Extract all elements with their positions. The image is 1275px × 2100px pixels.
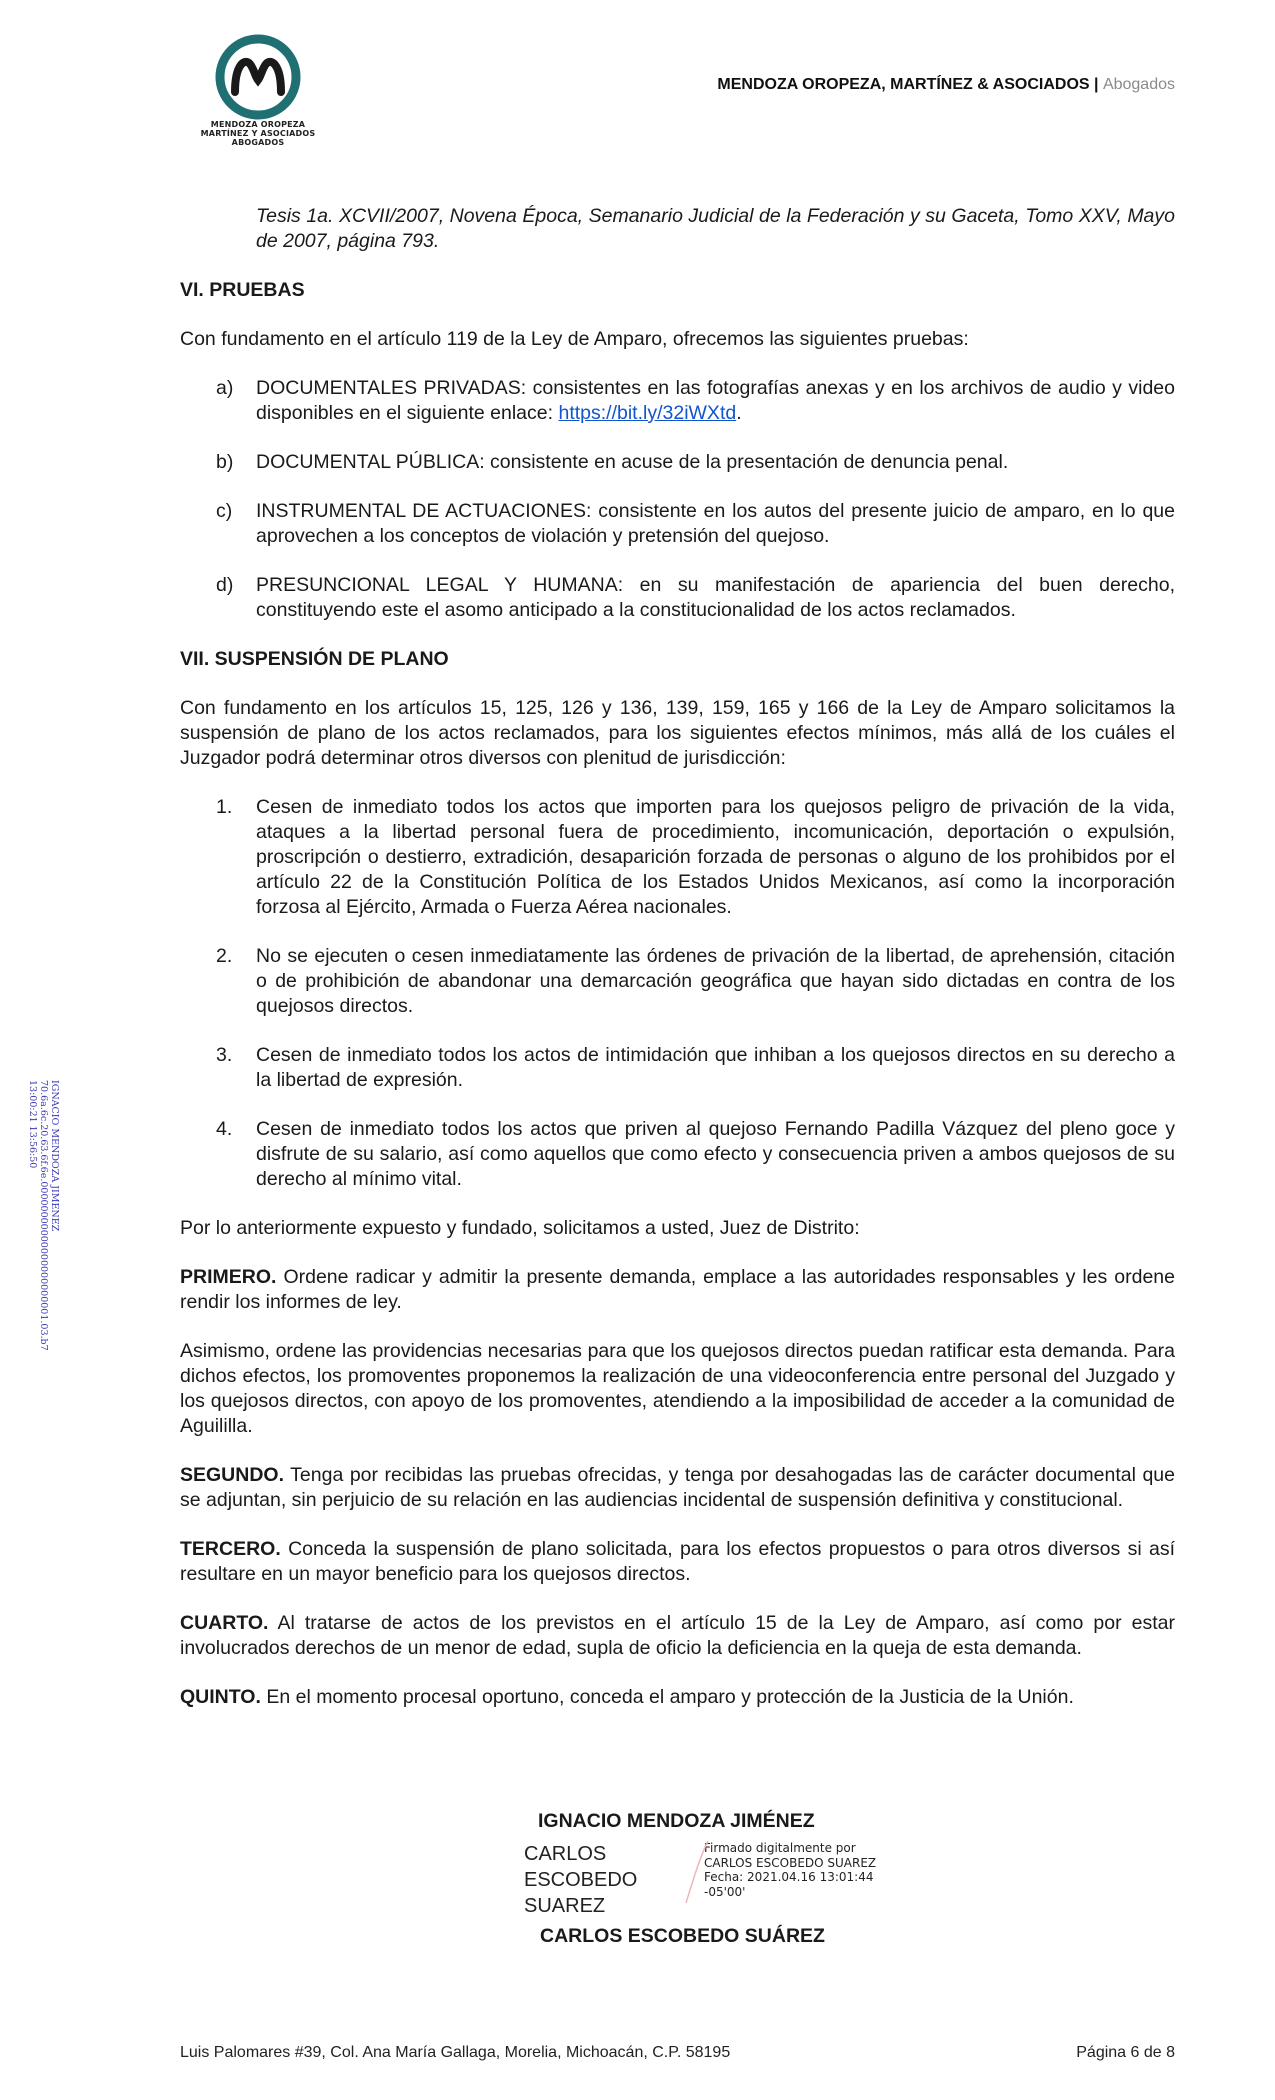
list-item [180, 1117, 1175, 1192]
list-marker: 1. [216, 796, 233, 818]
signer-name-1: IGNACIO MENDOZA JIMÉNEZ [538, 1810, 815, 1832]
digital-detail-line: -05'00' [704, 1884, 746, 1899]
list-item [180, 795, 1175, 920]
firm-logo [196, 34, 320, 154]
digital-detail-line: Fecha: 2021.04.16 13:01:44 [704, 1870, 874, 1884]
list-marker: a) [216, 377, 234, 399]
side-signature-stamp [0, 1080, 60, 1351]
list-marker: 3. [216, 1044, 233, 1066]
logo-line-1: MENDOZA OROPEZA [210, 120, 306, 129]
digital-name-line-2: SUAREZ [524, 1895, 606, 1917]
section-suspension-heading: VII. SUSPENSIÓN DE PLANO [180, 648, 449, 670]
list-item-text: Cesen de inmediato todos los actos que importen para los quejosos peligro de privación de la vida, ataques a la libertad personal fuera de procedimiento, incomunicación, deportación o expulsión, proscripción o destierro, extradición, desaparición forzada de personas o alguno de los prohibidos por el artículo 22 de la Constitución Política de los Estados Unidos Mexicanos, así como la incorporación forzosa al Ejército, Armada o Fuerza Aérea nacionales. [256, 796, 1175, 918]
digital-signature-name [524, 1841, 704, 1919]
list-item [180, 944, 1175, 1019]
logo-text [196, 120, 320, 147]
logo-line-2: MARTÍNEZ Y ASOCIADOS [200, 129, 316, 138]
stamp-line-3: 13:00:21 13:56:50 [27, 1080, 38, 1169]
section-pruebas-heading: VI. PRUEBAS [180, 279, 305, 301]
logo-line-3: ABOGADOS [231, 138, 285, 147]
list-item-text: DOCUMENTAL PÚBLICA: consistente en acuse de la presentación de denuncia penal. [256, 451, 1009, 473]
stamp-line-1: IGNACIO MENDOZA JIMENEZ [49, 1080, 60, 1232]
list-item-text: DOCUMENTALES PRIVADAS: consistentes en las fotografías anexas y en los archivos de audio y video disponibles en el siguiente enlace: [256, 377, 1175, 424]
thesis-citation: Tesis 1a. XCVII/2007, Novena Época, Semanario Judicial de la Federación y su Gaceta, Tomo XXV, Mayo de 2007, página 793. [256, 205, 1175, 252]
list-item-text: Cesen de inmediato todos los actos que priven al quejoso Fernando Padilla Vázquez del pleno goce y disfrute de su salario, así como aquellos que como efecto y consecuencia priven a ambos quejosos de su derecho al mínimo vital. [256, 1118, 1175, 1190]
signer-name-2: CARLOS ESCOBEDO SUÁREZ [540, 1925, 825, 1947]
petition-label: PRIMERO. [180, 1266, 277, 1288]
signature-stroke-icon [682, 1837, 712, 1907]
digital-signature-details [704, 1841, 876, 1899]
firm-logo-icon [215, 34, 301, 120]
list-marker: 2. [216, 945, 233, 967]
list-item [180, 573, 1175, 623]
petition-asimismo: Asimismo, ordene las providencias necesarias para que los quejosos directos puedan ratificar esta demanda. Para dichos efectos, los promoventes proponemos la realización de una videoconferencia entre personal del Juzgado y los quejosos directos, con apoyo de los promoventes, atendiendo a la imposibilidad de acceder a la comunidad de Aguililla. [180, 1340, 1175, 1437]
petition-label: CUARTO. [180, 1612, 269, 1634]
petition-tercero [180, 1537, 1175, 1587]
petition-text: En el momento procesal oportuno, conceda el amparo y protección de la Justicia de la Unión. [260, 1686, 1074, 1708]
document-body [180, 204, 1175, 1734]
suspension-list [180, 795, 1175, 1192]
evidence-link[interactable]: https://bit.ly/32iWXtd [558, 402, 737, 424]
petition-cuarto [180, 1611, 1175, 1661]
digital-name-line-1: CARLOS ESCOBEDO [524, 1843, 638, 1891]
stamp-line-2: 70.6a.6c.20.63.6f.6e.00000000000000000000001.03.b7 [38, 1080, 49, 1351]
petition-label: TERCERO. [180, 1538, 281, 1560]
signature-block [520, 1810, 940, 1948]
page-number: Página 6 de 8 [1076, 2044, 1175, 2061]
petition-label: QUINTO. [180, 1686, 261, 1708]
section-pruebas-intro: Con fundamento en el artículo 119 de la Ley de Amparo, ofrecemos las siguientes pruebas: [180, 328, 969, 350]
header-firm-name [717, 76, 1175, 94]
petition-segundo [180, 1463, 1175, 1513]
list-marker: 4. [216, 1118, 233, 1140]
petition-primero [180, 1265, 1175, 1315]
petition-text: Ordene radicar y admitir la presente demanda, emplace a las autoridades responsables y les ordene rendir los informes de ley. [180, 1266, 1175, 1313]
digital-signature [524, 1841, 940, 1919]
firm-name: MENDOZA OROPEZA, MARTÍNEZ & ASOCIADOS | [717, 76, 1099, 93]
petition-text: Conceda la suspensión de plano solicitada, para los efectos propuestos o para otros diversos si así resultare en un mayor beneficio para los quejosos directos. [180, 1538, 1175, 1585]
list-item [180, 376, 1175, 426]
digital-detail-line: Firmado digitalmente por [704, 1841, 856, 1855]
list-item-text: No se ejecuten o cesen inmediatamente las órdenes de privación de la libertad, de aprehensión, citación o de prohibición de abandonar una demarcación geográfica que hayan sido dictadas en contra de los quejosos directos. [256, 945, 1175, 1017]
list-item [180, 1043, 1175, 1093]
footer-address: Luis Palomares #39, Col. Ana María Gallaga, Morelia, Michoacán, C.P. 58195 [180, 2044, 731, 2061]
list-item-text-end: . [736, 402, 742, 424]
list-marker: b) [216, 451, 234, 473]
list-item [180, 450, 1175, 475]
petition-label: SEGUNDO. [180, 1464, 285, 1486]
list-marker: c) [216, 500, 233, 522]
petition-quinto [180, 1685, 1175, 1710]
pruebas-list [180, 376, 1175, 623]
section-suspension-intro: Con fundamento en los artículos 15, 125, 126 y 136, 139, 159, 165 y 166 de la Ley de Amparo solicitamos la suspensión de plano de los actos reclamados, para los siguientes efectos mínimos, más allá de los cuáles el Juzgador podrá determinar otros diversos con plenitud de jurisdicción: [180, 697, 1175, 769]
firm-subtitle: Abogados [1102, 76, 1175, 93]
list-marker: d) [216, 574, 234, 596]
digital-detail-line: CARLOS ESCOBEDO SUAREZ [704, 1855, 877, 1870]
list-item-text: PRESUNCIONAL LEGAL Y HUMANA: en su manifestación de apariencia del buen derecho, constituyendo este el asomo anticipado a la constitucionalidad de los actos reclamados. [256, 574, 1175, 621]
petition-text: Tenga por recibidas las pruebas ofrecidas, y tenga por desahogadas las de carácter documental que se adjuntan, sin perjuicio de su relación en las audiencias incidental de suspensión definitiva y constitucional. [180, 1464, 1175, 1511]
list-item-text: INSTRUMENTAL DE ACTUACIONES: consistente en los autos del presente juicio de amparo, en lo que aprovechen a los conceptos de violación y pretensión del quejoso. [256, 500, 1175, 547]
list-item-text: Cesen de inmediato todos los actos de intimidación que inhiban a los quejosos directos en su derecho a la libertad de expresión. [256, 1044, 1175, 1091]
petition-text: Al tratarse de actos de los previstos en el artículo 15 de la Ley de Amparo, así como por estar involucrados derechos de un menor de edad, supla de oficio la deficiencia en la queja de esta demanda. [180, 1612, 1175, 1659]
list-item [180, 499, 1175, 549]
closing-intro: Por lo anteriormente expuesto y fundado, solicitamos a usted, Juez de Distrito: [180, 1217, 860, 1239]
